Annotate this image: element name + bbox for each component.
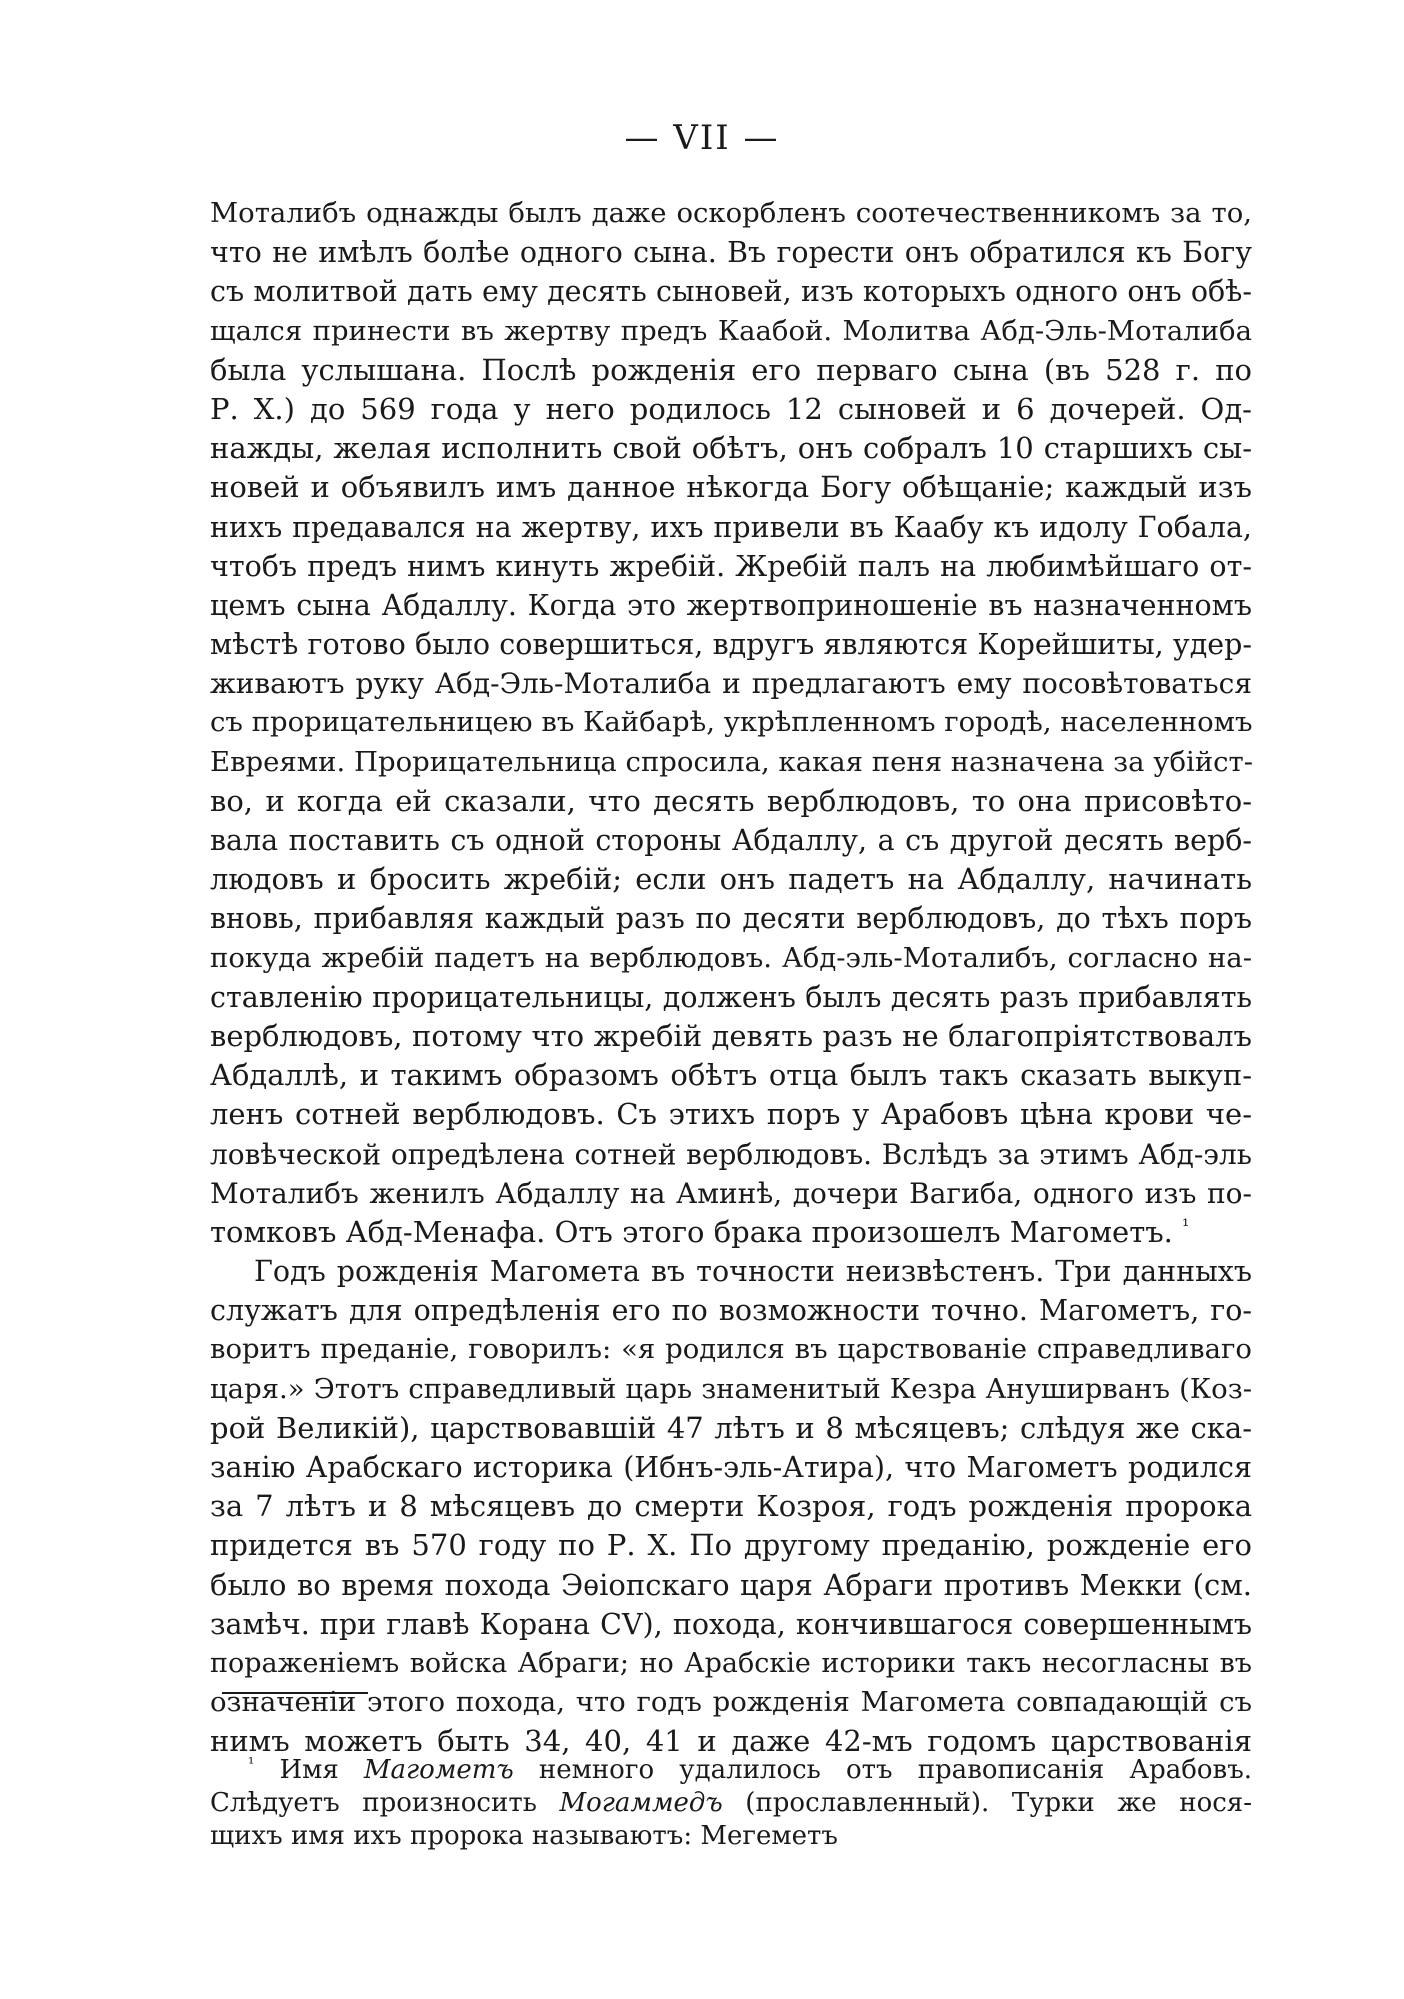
text-line: пораженіемъ войска Абраги; но Арабскіе историки такъ несогласны въ [210,1647,1252,1679]
text-line: цемъ сына Абдаллу. Когда это жертвоприношеніе въ назначенномъ [210,588,1252,622]
text-line: мѣстѣ готово было совершиться, вдругъ являются Корейшиты, удер- [210,628,1252,662]
footnote-line [210,1754,1252,1787]
text-line: покуда жребій падетъ на верблюдовъ. Абд-эль-Моталибъ, согласно на- [210,941,1252,974]
footnote-marker: ¹ [248,1754,255,1773]
text-line: была услышана. Послѣ рожденія его перваго сына (въ 528 г. по [210,352,1252,387]
text-line: ленъ сотней верблюдовъ. Съ этихъ поръ у Арабовъ цѣна крови че- [210,1097,1252,1132]
page-number: — VII — [624,118,780,158]
footnote-text: немного удалилось отъ правописанія Арабовъ. [513,1755,1252,1785]
footnote-line: щихъ имя ихъ пророка называютъ: Мегеметъ [210,1821,838,1851]
text-line: людовъ и бросить жребій; если онъ падетъ на Абдаллу, начинать [210,862,1252,897]
text-line: нажды, желая исполнить свой обѣтъ, онъ собралъ 10 старшихъ сы- [210,431,1252,466]
text-line: Моталибъ однажды былъ даже оскорбленъ соотечественникомъ за то, [210,197,1252,229]
footnote-italic-term: Магометъ [363,1755,514,1785]
text-line: служатъ для опредѣленія его по возможности точно. Магометъ, го- [210,1294,1252,1328]
text-line: было во время похода Эѳіопскаго царя Абраги противъ Мекки (см. [210,1567,1252,1602]
text-line: рой Великій), царствовавшій 47 лѣтъ и 8 мѣсяцевъ; слѣдуя же ска- [210,1410,1252,1445]
text-line: во, и когда ей сказали, что десять верблюдовъ, то она присовѣто- [210,783,1252,818]
text-line: придется въ 570 году по Р. X. По другому преданію, рожденіе его [210,1528,1252,1563]
text-line: новей и объявилъ имъ данное нѣкогда Богу обѣщаніе; каждый изъ [210,470,1252,505]
text-line: что не имѣлъ болѣе одного сына. Въ горести онъ обратился къ Богу [210,236,1252,270]
text-line: Моталибъ женилъ Абдаллу на Аминѣ, дочери Вагиба, одного изъ по- [210,1176,1252,1210]
text-line: съ прорицательницею въ Кайбарѣ, укрѣпленномъ городѣ, населенномъ [210,706,1253,739]
text-line: верблюдовъ, потому что жребій девять разъ не благопріятствовалъ [210,1018,1252,1053]
text-line: чтобъ предъ нимъ кинуть жребій. Жребій палъ на любимѣйшаго от- [210,549,1252,583]
text-line: вала поставить съ одной стороны Абдаллу, а съ другой десять верб- [210,824,1252,857]
footnote [210,1754,1252,1853]
paragraph-start-line: Годъ рожденія Магомета въ точности неизвѣстенъ. Три данныхъ [254,1255,1252,1289]
text-line: живаютъ руку Абд-Эль-Моталиба и предлагаютъ ему посовѣтоваться [210,667,1252,701]
text-line: означеніи этого похода, что годъ рожденія Магомета совпадающій съ [210,1686,1252,1719]
text-line: съ молитвой дать ему десять сыновей, изъ которыхъ одного онъ обѣ- [210,275,1252,309]
footnote-text: Имя [279,1755,364,1785]
text-line: замѣч. при главѣ Корана CV), похода, кончившагося совершеннымъ [210,1607,1252,1641]
body-text [210,194,1252,1762]
footnote-text: Слѣдуетъ произносить [210,1788,560,1818]
text-line: ловѣческой опредѣлена сотней верблюдовъ. Вслѣдъ за этимъ Абд-эль [210,1137,1252,1171]
text-line: царя.» Этотъ справедливый царь знаменитый Кезра Ануширванъ (Коз- [210,1372,1252,1405]
footnote-text: (прославленный). Турки же нося- [722,1788,1252,1818]
text-line: воритъ преданіе, говорилъ: «я родился въ царствованіе справедливаго [210,1333,1252,1366]
text-line: Абдаллѣ, и такимъ образомъ обѣтъ отца былъ такъ сказать выкуп- [210,1058,1252,1093]
text-line: томковъ Абд-Менафа. Отъ этого брака произошелъ Магометъ. [210,1214,1173,1249]
footnote-reference[interactable]: ¹ [1182,1216,1190,1237]
text-line: щался принести въ жертву предъ Каабой. Молитва Абд-Эль-Моталиба [210,314,1252,347]
text-line: ставленію прорицательницы, долженъ былъ десять разъ прибавлять [210,980,1252,1014]
text-line: Евреями. Прорицательница спросила, какая пеня назначена за убійст- [210,745,1254,778]
footnote-italic-term: Могаммедъ [559,1788,723,1818]
text-line: вновь, прибавляя каждый разъ по десяти верблюдовъ, до тѣхъ поръ [210,902,1252,936]
text-line: Р. X.) до 569 года у него родилось 12 сыновей и 6 дочерей. Од- [210,391,1252,426]
text-line: занію Арабскаго историка (Ибнъ-эль-Атира), что Магометъ родился [210,1451,1252,1484]
text-line-with-footnote [210,1213,1252,1252]
text-line: нимъ можетъ быть 34, 40, 41 и даже 42-мъ годомъ царствованія [210,1724,1252,1759]
text-line: за 7 лѣтъ и 8 мѣсяцевъ до смерти Козроя, годъ рожденія пророка [210,1489,1252,1524]
footnote-line [210,1787,1252,1820]
footnote-divider [222,1692,368,1694]
text-line: нихъ предавался на жертву, ихъ привели въ Каабу къ идолу Гобала, [210,510,1252,544]
